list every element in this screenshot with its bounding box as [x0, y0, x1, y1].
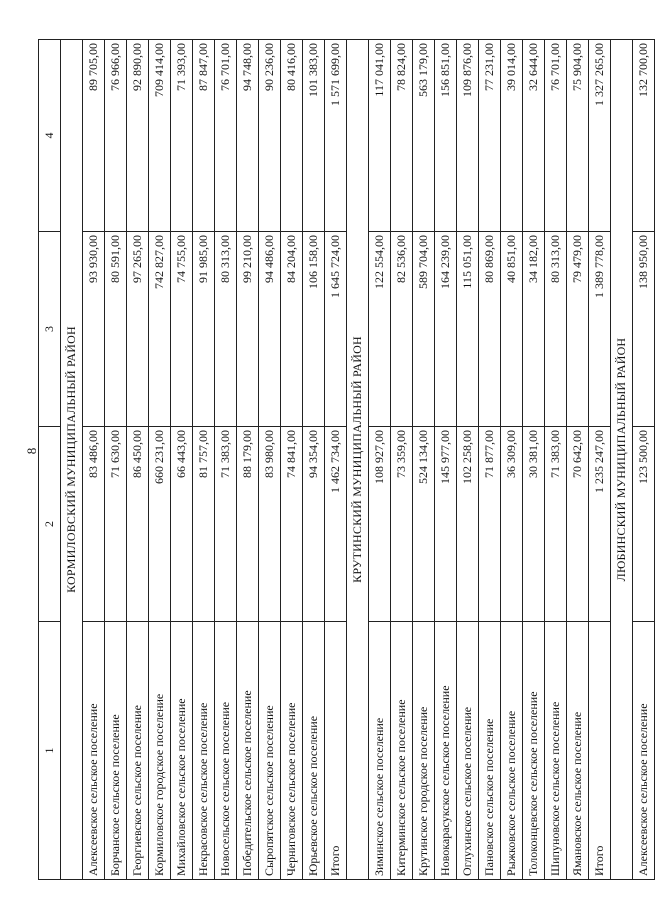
value-col-2-cell: 86 450,00 [127, 427, 149, 622]
value-col-4-cell: 77 231,00 [479, 40, 501, 232]
value-col-2-cell: 660 231,00 [149, 427, 171, 622]
value-col-2-cell: 36 309,00 [501, 427, 523, 622]
settlement-name-cell: Юрьевское сельское поселение [303, 622, 325, 880]
value-col-2-cell: 88 179,00 [237, 427, 259, 622]
value-col-4-cell: 90 236,00 [259, 40, 281, 232]
settlement-name-cell: Итого [325, 622, 347, 880]
value-col-2-cell: 1 462 734,00 [325, 427, 347, 622]
table-row [391, 40, 413, 880]
value-col-2-cell: 94 354,00 [303, 427, 325, 622]
settlement-name-cell: Шипуновское сельское поселение [545, 622, 567, 880]
value-col-3-cell: 93 930,00 [83, 232, 105, 427]
value-col-4-cell: 32 644,00 [523, 40, 545, 232]
header-row [39, 40, 61, 880]
table-row [303, 40, 325, 880]
column-header-3: 3 [39, 232, 61, 427]
settlement-name-cell: Новосельское сельское поселение [215, 622, 237, 880]
settlement-name-cell: Георгиевское сельское поселение [127, 622, 149, 880]
value-col-3-cell: 138 950,00 [633, 232, 655, 427]
value-col-4-cell: 76 701,00 [215, 40, 237, 232]
settlement-name-cell: Алексеевское сельское поселение [633, 622, 655, 880]
value-col-2-cell: 70 642,00 [567, 427, 589, 622]
table-row [435, 40, 457, 880]
table-body [39, 40, 655, 880]
value-col-4-cell: 92 890,00 [127, 40, 149, 232]
value-col-3-cell: 40 851,00 [501, 232, 523, 427]
value-col-2-cell: 123 500,00 [633, 427, 655, 622]
table-row [149, 40, 171, 880]
value-col-2-cell: 102 258,00 [457, 427, 479, 622]
value-col-4-cell: 109 876,00 [457, 40, 479, 232]
settlement-name-cell: Оглухинское сельское поселение [457, 622, 479, 880]
value-col-4-cell: 563 179,00 [413, 40, 435, 232]
table-row [171, 40, 193, 880]
table-row [193, 40, 215, 880]
value-col-3-cell: 80 591,00 [105, 232, 127, 427]
table-row [369, 40, 391, 880]
value-col-4-cell: 76 966,00 [105, 40, 127, 232]
value-col-4-cell: 39 014,00 [501, 40, 523, 232]
value-col-2-cell: 145 977,00 [435, 427, 457, 622]
section-title: КРУТИНСКИЙ МУНИЦИПАЛЬНЫЙ РАЙОН [347, 40, 369, 880]
column-header-1: 1 [39, 622, 61, 880]
value-col-3-cell: 589 704,00 [413, 232, 435, 427]
settlement-name-cell: Ямановское сельское поселение [567, 622, 589, 880]
table-row [457, 40, 479, 880]
settlement-name-cell: Черниговское сельское поселение [281, 622, 303, 880]
table-row [237, 40, 259, 880]
table-row [589, 40, 611, 880]
settlement-name-cell: Михайловское сельское поселение [171, 622, 193, 880]
value-col-4-cell: 87 847,00 [193, 40, 215, 232]
value-col-4-cell: 156 851,00 [435, 40, 457, 232]
rotated-table-container [38, 40, 650, 880]
section-header-row [61, 40, 83, 880]
table-row [413, 40, 435, 880]
value-col-2-cell: 83 980,00 [259, 427, 281, 622]
value-col-3-cell: 79 479,00 [567, 232, 589, 427]
table-row [523, 40, 545, 880]
table-row [479, 40, 501, 880]
column-header-4: 4 [39, 40, 61, 232]
value-col-2-cell: 524 134,00 [413, 427, 435, 622]
section-title: КОРМИЛОВСКИЙ МУНИЦИПАЛЬНЫЙ РАЙОН [61, 40, 83, 880]
value-col-2-cell: 74 841,00 [281, 427, 303, 622]
value-col-2-cell: 71 630,00 [105, 427, 127, 622]
settlement-name-cell: Борчанское сельское поселение [105, 622, 127, 880]
settlement-name-cell: Победительское сельское поселение [237, 622, 259, 880]
settlement-name-cell: Кормиловское городское поселение [149, 622, 171, 880]
value-col-3-cell: 82 536,00 [391, 232, 413, 427]
value-col-3-cell: 106 158,00 [303, 232, 325, 427]
value-col-2-cell: 71 877,00 [479, 427, 501, 622]
settlement-name-cell: Крутинское городское поселение [413, 622, 435, 880]
value-col-4-cell: 94 748,00 [237, 40, 259, 232]
value-col-3-cell: 80 313,00 [545, 232, 567, 427]
settlement-name-cell: Некрасовское сельское поселение [193, 622, 215, 880]
value-col-2-cell: 1 235 247,00 [589, 427, 611, 622]
value-col-4-cell: 78 824,00 [391, 40, 413, 232]
value-col-4-cell: 1 571 699,00 [325, 40, 347, 232]
settlement-name-cell: Итого [589, 622, 611, 880]
value-col-4-cell: 76 701,00 [545, 40, 567, 232]
value-col-3-cell: 164 239,00 [435, 232, 457, 427]
value-col-4-cell: 80 416,00 [281, 40, 303, 232]
value-col-4-cell: 1 327 265,00 [589, 40, 611, 232]
column-header-2: 2 [39, 427, 61, 622]
value-col-3-cell: 84 204,00 [281, 232, 303, 427]
value-col-4-cell: 89 705,00 [83, 40, 105, 232]
value-col-4-cell: 71 393,00 [171, 40, 193, 232]
value-col-3-cell: 1 389 778,00 [589, 232, 611, 427]
section-header-row [347, 40, 369, 880]
value-col-3-cell: 115 051,00 [457, 232, 479, 427]
value-col-3-cell: 80 313,00 [215, 232, 237, 427]
value-col-2-cell: 71 383,00 [215, 427, 237, 622]
settlement-name-cell: Рыжковское сельское поселение [501, 622, 523, 880]
value-col-3-cell: 91 985,00 [193, 232, 215, 427]
value-col-3-cell: 80 869,00 [479, 232, 501, 427]
settlement-name-cell: Китерминское сельское поселение [391, 622, 413, 880]
value-col-4-cell: 101 383,00 [303, 40, 325, 232]
settlement-name-cell: Пановское сельское поселение [479, 622, 501, 880]
section-title: ЛЮБИНСКИЙ МУНИЦИПАЛЬНЫЙ РАЙОН [611, 40, 633, 880]
table-row [127, 40, 149, 880]
table-row [215, 40, 237, 880]
table-row [501, 40, 523, 880]
value-col-4-cell: 75 904,00 [567, 40, 589, 232]
table-row [633, 40, 655, 880]
table-row [567, 40, 589, 880]
settlement-name-cell: Сыропятское сельское поселение [259, 622, 281, 880]
value-col-4-cell: 709 414,00 [149, 40, 171, 232]
value-col-2-cell: 81 757,00 [193, 427, 215, 622]
value-col-3-cell: 99 210,00 [237, 232, 259, 427]
section-header-row [611, 40, 633, 880]
budget-table [38, 39, 655, 880]
table-row [325, 40, 347, 880]
value-col-3-cell: 97 265,00 [127, 232, 149, 427]
value-col-2-cell: 66 443,00 [171, 427, 193, 622]
settlement-name-cell: Алексеевское сельское поселение [83, 622, 105, 880]
settlement-name-cell: Зиминское сельское поселение [369, 622, 391, 880]
page-number: 8 [24, 447, 39, 455]
value-col-4-cell: 132 700,00 [633, 40, 655, 232]
value-col-3-cell: 742 827,00 [149, 232, 171, 427]
value-col-3-cell: 34 182,00 [523, 232, 545, 427]
value-col-3-cell: 1 645 724,00 [325, 232, 347, 427]
table-row [105, 40, 127, 880]
table-row [83, 40, 105, 880]
table-row [545, 40, 567, 880]
value-col-2-cell: 83 486,00 [83, 427, 105, 622]
value-col-3-cell: 122 554,00 [369, 232, 391, 427]
value-col-3-cell: 94 486,00 [259, 232, 281, 427]
table-row [259, 40, 281, 880]
value-col-2-cell: 30 381,00 [523, 427, 545, 622]
value-col-2-cell: 73 359,00 [391, 427, 413, 622]
value-col-3-cell: 74 755,00 [171, 232, 193, 427]
table-row [281, 40, 303, 880]
value-col-2-cell: 108 927,00 [369, 427, 391, 622]
value-col-2-cell: 71 383,00 [545, 427, 567, 622]
value-col-4-cell: 117 041,00 [369, 40, 391, 232]
settlement-name-cell: Новокарасукское сельское поселение [435, 622, 457, 880]
settlement-name-cell: Толоконцевское сельское поселение [523, 622, 545, 880]
